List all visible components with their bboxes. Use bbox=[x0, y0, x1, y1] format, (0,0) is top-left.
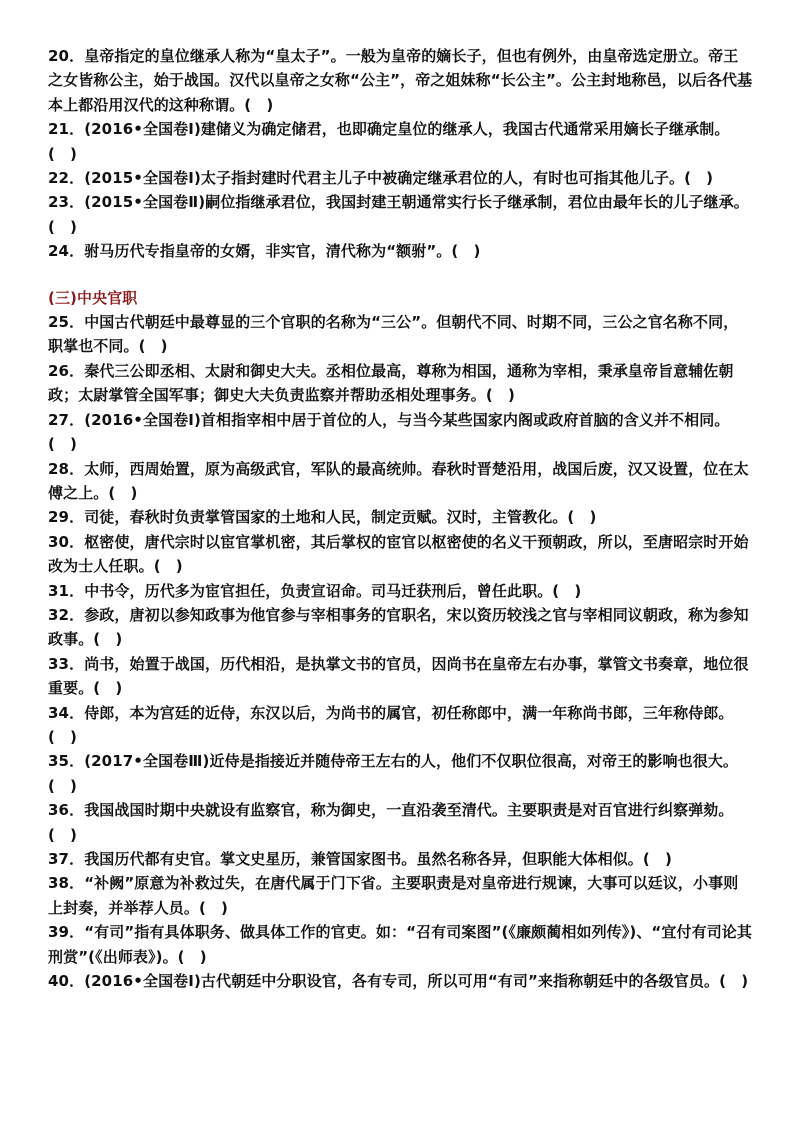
question-item bbox=[48, 749, 753, 798]
question-text: 参政，唐初以参知政事为他官参与宰相事务的官职名，宋以资历较浅之官与宰相同议朝政，称为参知政事。( ) bbox=[48, 605, 749, 649]
question-item bbox=[48, 239, 753, 263]
section-title: (三)中央官职 bbox=[48, 288, 138, 307]
question-number: 38． bbox=[48, 874, 85, 893]
question-text: 秦代三公即丞相、太尉和御史大夫。丞相位最高，尊称为相国，通称为宰相，秉承皇帝旨意辅佐朝政；太尉掌管全国军事；御史大夫负责监察并帮助丞相处理事务。( ) bbox=[48, 361, 734, 405]
question-number: 22． bbox=[48, 169, 85, 188]
question-number: 33． bbox=[48, 654, 85, 673]
question-item bbox=[48, 530, 753, 579]
question-item bbox=[48, 701, 753, 750]
question-number: 25． bbox=[48, 313, 85, 332]
question-item bbox=[48, 847, 753, 871]
question-list-bottom bbox=[48, 310, 753, 993]
question-number: 31． bbox=[48, 581, 85, 600]
question-number: 39． bbox=[48, 923, 85, 942]
question-number: 37． bbox=[48, 850, 85, 868]
question-item bbox=[48, 457, 753, 506]
question-text: (2016•全国卷Ⅰ)古代朝廷中分职设官，各有专司，所以可用“有司”来指称朝廷中的各级官员。( ) bbox=[84, 972, 749, 991]
question-text: (2015•全国卷Ⅰ)太子指封建时代君主儿子中被确定继承君位的人，有时也可指其他儿子。( ) bbox=[84, 169, 714, 188]
question-text: 我国历代都有史官。掌文史星历，兼管国家图书。虽然名称各异，但职能大体相似。( ) bbox=[84, 850, 672, 868]
question-item bbox=[48, 408, 753, 457]
question-text: 中书令，历代多为宦官担任，负责宣诏命。司马迁获刑后，曾任此职。( ) bbox=[84, 581, 582, 600]
question-item bbox=[48, 652, 753, 701]
question-item bbox=[48, 871, 753, 920]
question-number: 34． bbox=[48, 703, 85, 722]
question-text: (2015•全国卷Ⅱ)嗣位指继承君位，我国封建王朝通常实行长子继承制，君位由最年长的儿子继承。( ) bbox=[48, 193, 749, 236]
question-item bbox=[48, 310, 753, 359]
question-number: 35． bbox=[48, 752, 85, 771]
question-item bbox=[48, 969, 753, 993]
question-text: 司徒，春秋时负责掌管国家的土地和人民，制定贡赋。汉时，主管教化。( ) bbox=[84, 508, 597, 527]
question-item bbox=[48, 359, 753, 408]
question-number: 40． bbox=[48, 972, 85, 991]
question-number: 26． bbox=[48, 361, 85, 380]
question-text: 皇帝指定的皇位继承人称为“皇太子”。一般为皇帝的嫡长子，但也有例外，由皇帝选定册立。帝王之女皆称公主，始于战国。汉代以皇帝之女称“公主”，帝之姐妹称“长公主”。公主封地称邑，以后各代基本上都沿用汉代的这种称谓。( ) bbox=[48, 47, 753, 114]
question-text: 中国古代朝廷中最尊显的三个官职的名称为“三公”。但朝代不同、时期不同，三公之官名称不同，职掌也不同。( ) bbox=[48, 313, 739, 356]
question-text: 枢密使，唐代宗时以宦官掌机密，其后掌权的宦官以枢密使的名义干预朝政，所以，至唐昭宗时开始改为士人任职。( ) bbox=[48, 532, 749, 576]
question-number: 23． bbox=[48, 193, 85, 212]
question-number: 32． bbox=[48, 605, 85, 624]
question-number: 28． bbox=[48, 459, 85, 478]
question-item bbox=[48, 798, 753, 847]
question-item bbox=[48, 117, 753, 166]
question-text: 驸马历代专指皇帝的女婿，非实官，清代称为“额驸”。( ) bbox=[84, 242, 481, 261]
question-number: 27． bbox=[48, 410, 85, 429]
question-item bbox=[48, 603, 753, 652]
question-text: (2016•全国卷Ⅰ)首相指宰相中居于首位的人，与当今某些国家内阁或政府首脑的含义并不相同。( ) bbox=[48, 410, 730, 454]
question-item bbox=[48, 579, 753, 603]
question-item bbox=[48, 44, 753, 117]
question-item bbox=[48, 505, 753, 529]
question-text: (2017•全国卷Ⅲ)近侍是指接近并随侍帝王左右的人，他们不仅职位很高，对帝王的影响也很大。( ) bbox=[48, 752, 739, 795]
question-text: 太师，西周始置，原为高级武官，军队的最高统帅。春秋时晋楚沿用，战国后废，汉又设置，位在太傅之上。( ) bbox=[48, 459, 749, 502]
question-number: 20． bbox=[48, 47, 85, 65]
question-text: “有司”指有具体职务、做具体工作的官吏。如：“召有司案图”(《廉颇蔺相如列传》)、“宜付有司论其刑赏”(《出师表》)。( ) bbox=[48, 923, 752, 966]
question-text: 侍郎，本为宫廷的近侍，东汉以后，为尚书的属官，初任称郎中，满一年称尚书郎，三年称侍郎。( ) bbox=[48, 703, 734, 746]
question-number: 30． bbox=[48, 532, 85, 551]
question-item bbox=[48, 920, 753, 969]
question-number: 29． bbox=[48, 508, 85, 527]
question-text: (2016•全国卷Ⅰ)建储义为确定储君，也即确定皇位的继承人，我国古代通常采用嫡长子继承制。( ) bbox=[48, 120, 730, 163]
question-number: 36． bbox=[48, 801, 85, 820]
question-text: 我国战国时期中央就设有监察官，称为御史，一直沿袭至清代。主要职责是对百官进行纠察弹劾。( ) bbox=[48, 801, 734, 844]
question-number: 21． bbox=[48, 120, 85, 139]
question-text: 尚书，始置于战国，历代相沿，是执掌文书的官员，因尚书在皇帝左右办事，掌管文书奏章，地位很重要。( ) bbox=[48, 654, 749, 698]
question-list-top bbox=[48, 44, 753, 264]
question-item bbox=[48, 190, 753, 239]
document-page bbox=[48, 44, 753, 993]
question-number: 24． bbox=[48, 242, 85, 261]
question-text: “补阙”原意为补救过失，在唐代属于门下省。主要职责是对皇帝进行规谏，大事可以廷议，小事则上封奏，并举荐人员。( ) bbox=[48, 874, 739, 917]
question-item bbox=[48, 166, 753, 190]
